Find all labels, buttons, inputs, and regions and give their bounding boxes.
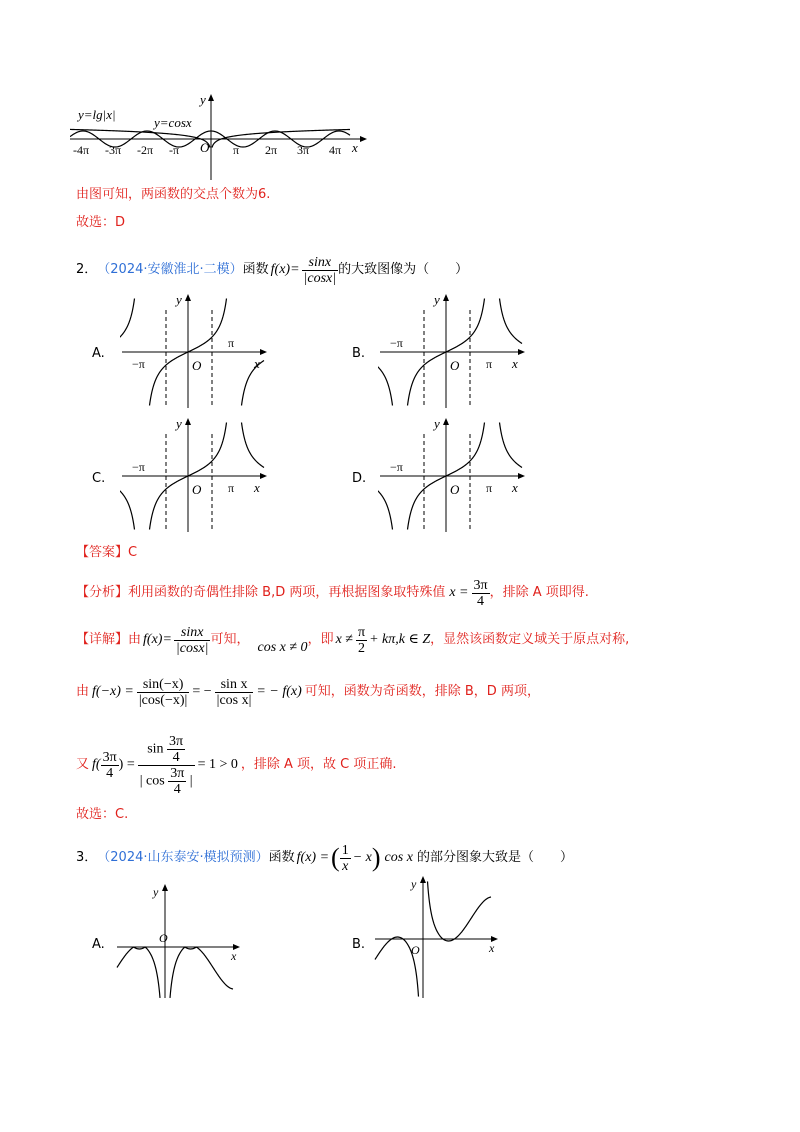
detail-line-3: 又 f( $\frac{3\pi}{4}$ ) = sin $\frac{3\pi}{4}$ | cos $\frac{3\pi}{4}$ | = 1 > 0 ，排除 A 项，故 C 项正确. [76,733,397,797]
x-axis-label: x [254,356,260,371]
pi-label: π [228,481,235,495]
y-axis-label: y [411,877,417,891]
option-c-label: C. [92,471,106,486]
question-2 [76,252,468,288]
curve-left [378,361,393,406]
neg-pi-label: −π [132,460,145,474]
neg-pi-label: −π [390,336,403,350]
x-axis-label: x [254,480,260,495]
intersection-graph [70,92,370,182]
curve-left [120,485,135,530]
question-source: （2024·山东泰安·模拟预测） [97,850,269,865]
option-d-label: D. [352,471,367,486]
origin-label: O [159,931,168,945]
curve-left [378,485,393,530]
x-axis-label: x [352,140,358,155]
origin-label: O [450,358,460,373]
detail-fraction-1: $\frac{\sin x}{|\cos x|}$ [175,624,209,656]
choice-c: 故选：C. [76,807,129,822]
question-number: 3． [76,850,98,865]
x-tick-label: 2π [265,143,278,157]
curve-left [120,299,135,344]
x-tick-label: -3π [105,143,122,157]
option-c-graph[interactable] [120,414,270,534]
analysis-text: 利用函数的奇偶性排除 B,D 两项，再根据图象取特殊值 [128,585,446,600]
question-source: （2024·安徽淮北·二模） [97,262,243,277]
lg-curve-label: y=lg|x| [78,107,116,122]
pi-label: π [228,336,235,350]
cos-curve-label: y=cosx [154,115,192,130]
pi-label: π [486,357,493,371]
curve-right [500,299,523,344]
option-b-graph[interactable] [378,290,528,410]
y-axis-label: y [434,292,440,307]
analysis-text-end: ，排除 A 项即得. [489,585,589,600]
q3-option-a-label: A. [92,937,105,952]
pi-label: π [486,481,493,495]
origin-label: O [450,482,460,497]
x-tick-label: -π [169,143,180,157]
q3-option-b-label: B. [352,937,366,952]
x-axis-label: x [512,480,518,495]
option-d-graph[interactable] [378,414,528,534]
detail-line-2: 由 f(−x) = $\frac{\sin(-x)}{|\cos(-x)|}$ = − $\frac{\text{sin x}}{\text{|cos x|}}$ = − f(x) 可知，函数为奇函数，排除 B，D 两项， [76,676,540,708]
question-text: 函数 [242,262,269,277]
y-axis-label: y [200,92,206,107]
origin-label: O [192,358,202,373]
option-a-graph[interactable] [120,290,270,410]
option-a-label: A. [92,346,105,361]
x-tick-label: -4π [73,143,90,157]
x-tick-label: 3π [297,143,310,157]
curve-right [500,423,523,468]
analysis-x: x = [449,585,469,600]
x-tick-label: -2π [137,143,154,157]
x-tick-label: π [233,143,240,157]
y-axis-label: y [176,292,182,307]
y-axis-label: y [153,885,159,899]
y-axis-label: y [176,416,182,431]
answer-value: C [128,545,138,560]
y-axis-label: y [434,416,440,431]
curve-right [242,361,265,406]
answer-label: 【答案】 [76,545,129,560]
analysis-label: 【分析】 [76,585,129,600]
question-number: 2． [76,262,98,277]
option-b-label: B. [352,346,366,361]
x-tick-label: 4π [329,143,342,157]
conclusion-text: 由图可知，两函数的交点个数为6. [76,187,271,202]
curve-right [242,423,265,468]
curve [117,947,233,998]
choice-d: 故选：D [76,215,126,230]
origin-label: O [200,140,210,155]
analysis-line [76,574,589,612]
x-axis-label: x [231,949,237,963]
detail-line-1: 【详解】 由 f(x)= $\frac{\sin x}{|\cos x|}$ 可知， cos x ≠ 0 ，即 x ≠ $\frac{\pi}{2}$ + kπ,k ∈ Z ，显然该函数定义域关于原点对称, [76,624,630,656]
q3-option-a-graph[interactable] [115,880,245,1000]
function-expr: f(x)= [270,262,300,277]
origin-label: O [192,482,202,497]
x-axis-label: x [512,356,518,371]
analysis-fraction: $\frac{3\pi}{4}$ [473,577,488,609]
function-fraction: $\frac{\sin x}{|\cos x|}$ [303,254,337,286]
detail-label: 【详解】 [76,632,129,647]
origin-label: O [411,943,420,957]
neg-pi-label: −π [132,357,145,371]
answer-line [76,544,137,562]
question-3: 3． （2024·山东泰安·模拟预测） 函数 f(x) = ( $\frac{1}{x}$ − x ) cos x 的部分图象大致是（ ） [76,842,573,874]
neg-pi-label: −π [390,460,403,474]
q3-option-b-graph[interactable] [373,872,503,1000]
question-text-end: 的大致图像为（ ） [338,262,469,277]
x-axis-label: x [489,941,495,955]
